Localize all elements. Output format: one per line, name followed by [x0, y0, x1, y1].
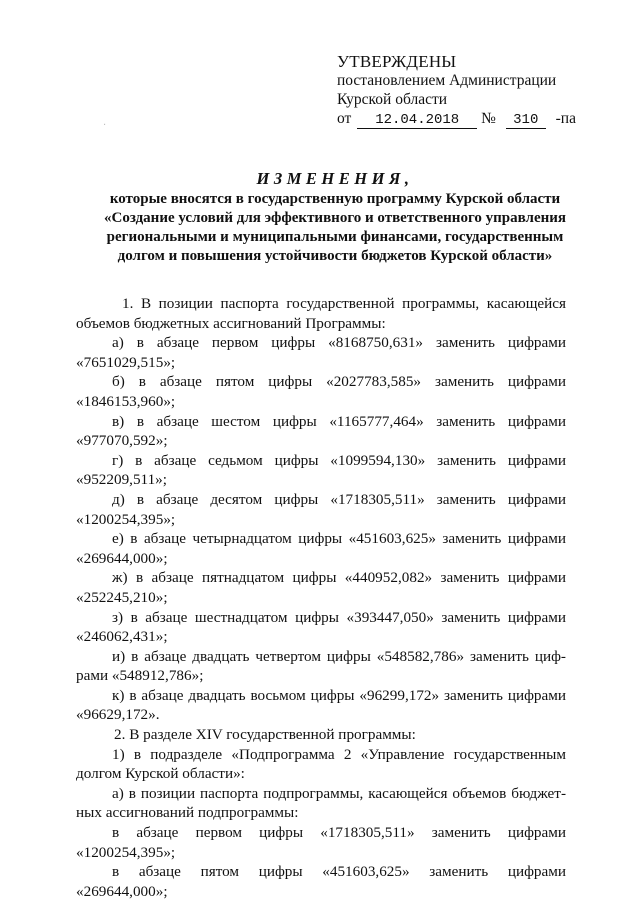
approval-number: 310	[506, 113, 546, 129]
title-line-3: региональными и муниципальными финансами, государственным	[106, 229, 564, 245]
document-body	[76, 294, 566, 901]
item-b-head: б) в абзаце пятом цифры «2027783,585» заменить цифрами	[112, 373, 566, 391]
item-zh-tail: «252245,210»;	[76, 588, 168, 606]
item-v-tail: «977070,592»;	[76, 432, 168, 450]
paragraph-4-head: а) в позиции паспорта подпрограммы, касающейся объемов бюджет-	[112, 784, 566, 802]
title-line-1: которые вносятся в государственную программу Курской области	[109, 191, 561, 207]
item-b-tail: «1846153,960»;	[76, 392, 176, 410]
paragraph-1: 1. В позиции паспорта государственной программы, касающейся объемов бюджетных ассигнований Программы:	[76, 295, 566, 332]
approval-line-2: Курской области	[337, 91, 448, 108]
sub-item-1-tail: «1200254,395»;	[76, 843, 176, 861]
item-e-tail: «269644,000»;	[76, 549, 168, 567]
sub-item-2-tail: «269644,000»;	[76, 882, 168, 900]
title-main: ИЗМЕНЕНИЯ,	[256, 169, 414, 188]
item-k-head: к) в абзаце двадцать восьмом цифры «96299,172» заменить цифрами	[112, 686, 566, 704]
paragraph-3-tail: долгом Курской области»:	[76, 765, 245, 783]
item-a-head: а) в абзаце первом цифры «8168750,631» заменить цифрами	[112, 334, 566, 352]
item-z-head: з) в абзаце шестнадцатом цифры «393447,050» заменить цифрами	[112, 608, 566, 626]
item-i-tail: рами «548912,786»;	[76, 667, 204, 685]
item-g-tail: «952209,511»;	[76, 471, 167, 489]
sub-item-2-head: в абзаце пятом цифры «451603,625» заменить цифрами	[112, 863, 566, 881]
item-g-head: г) в абзаце седьмом цифры «1099594,130» заменить цифрами	[112, 451, 566, 469]
scan-mark: ·	[103, 120, 107, 131]
item-d-head: д) в абзаце десятом цифры «1718305,511» заменить цифрами	[112, 490, 566, 508]
approval-line-1: постановлением Администрации	[337, 72, 557, 89]
item-z-tail: «246062,431»;	[76, 628, 168, 646]
item-zh-head: ж) в абзаце пятнадцатом цифры «440952,082» заменить цифрами	[112, 569, 566, 587]
paragraph-3-head: 1) в подразделе «Подпрограмма 2 «Управление государственным	[112, 745, 566, 763]
approval-date: 12.04.2018	[357, 113, 477, 129]
approval-suffix: -па	[555, 110, 576, 127]
title-line-2: «Создание условий для эффективного и ответственного управления	[104, 210, 566, 226]
approval-from-label: от	[337, 110, 352, 127]
sub-item-1-head: в абзаце первом цифры «1718305,511» заменить цифрами	[112, 824, 566, 842]
paragraph-2: 2. В разделе XIV государственной программы:	[114, 726, 416, 744]
item-d-tail: «1200254,395»;	[76, 510, 176, 528]
approval-stamp	[337, 52, 576, 129]
item-v-head: в) в абзаце шестом цифры «1165777,464» заменить цифрами	[112, 412, 566, 430]
approval-head: УТВЕРЖДЕНЫ	[337, 52, 457, 71]
title-line-4: долгом и повышения устойчивости бюджетов Курской области»	[117, 248, 553, 264]
item-e-head: е) в абзаце четырнадцатом цифры «451603,625» заменить цифрами	[112, 530, 566, 548]
item-i-head: и) в абзаце двадцать четвертом цифры «548582,786» заменить циф-	[112, 647, 566, 665]
approval-number-label: №	[481, 110, 496, 127]
document-title	[70, 168, 600, 266]
approval-line-3	[337, 109, 576, 129]
item-k-tail: «96629,172».	[76, 706, 160, 724]
paragraph-4-tail: ных ассигнований подпрограммы:	[76, 804, 299, 822]
item-a-tail: «7651029,515»;	[76, 353, 176, 371]
